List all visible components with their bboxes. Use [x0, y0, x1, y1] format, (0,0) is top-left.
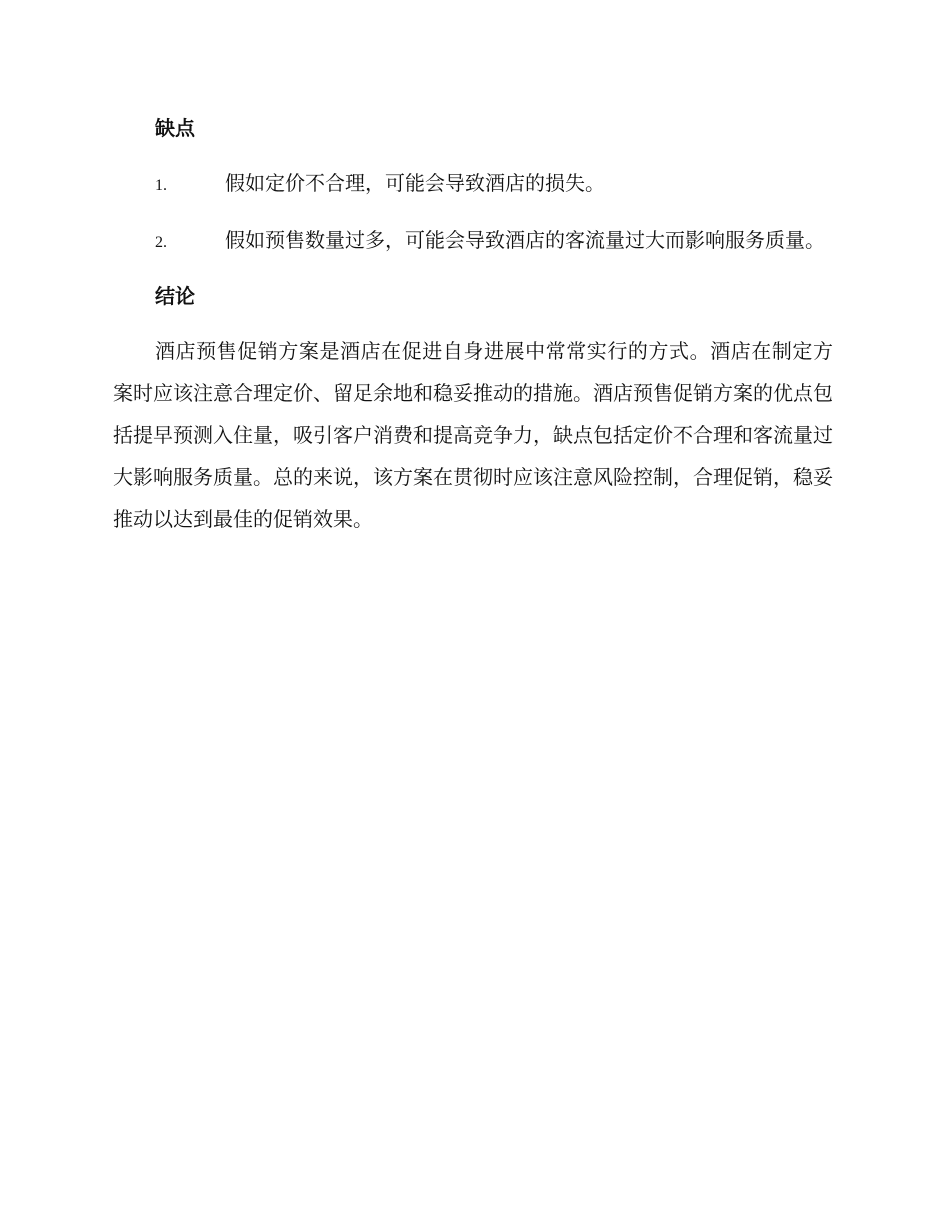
conclusion-section [113, 276, 833, 540]
disadvantage-item-2 [113, 219, 833, 264]
conclusion-paragraph: 酒店预售促销方案是酒店在促进自身进展中常常实行的方式。酒店在制定方案时应该注意合理定价、留足余地和稳妥推动的措施。酒店预售促销方案的优点包括提早预测入住量，吸引客户消费和提高竞争力，缺点包括定价不合理和客流量过大影响服务质量。总的来说，该方案在贯彻时应该注意风险控制，合理促销，稳妥推动以达到最佳的促销效果。 [113, 339, 833, 531]
disadvantage-item-1 [113, 162, 833, 207]
disadvantages-section [113, 108, 833, 264]
disadvantages-heading: 缺点 [155, 116, 195, 140]
disadvantage-item-1-number: 1. [155, 177, 167, 194]
disadvantage-item-1-text: 假如定价不合理，可能会导致酒店的损失。 [225, 171, 605, 195]
disadvantage-item-2-number: 2. [155, 234, 167, 251]
disadvantage-item-2-text: 假如预售数量过多，可能会导致酒店的客流量过大而影响服务质量。 [225, 228, 825, 252]
conclusion-heading: 结论 [155, 284, 195, 308]
document-content [113, 108, 833, 540]
